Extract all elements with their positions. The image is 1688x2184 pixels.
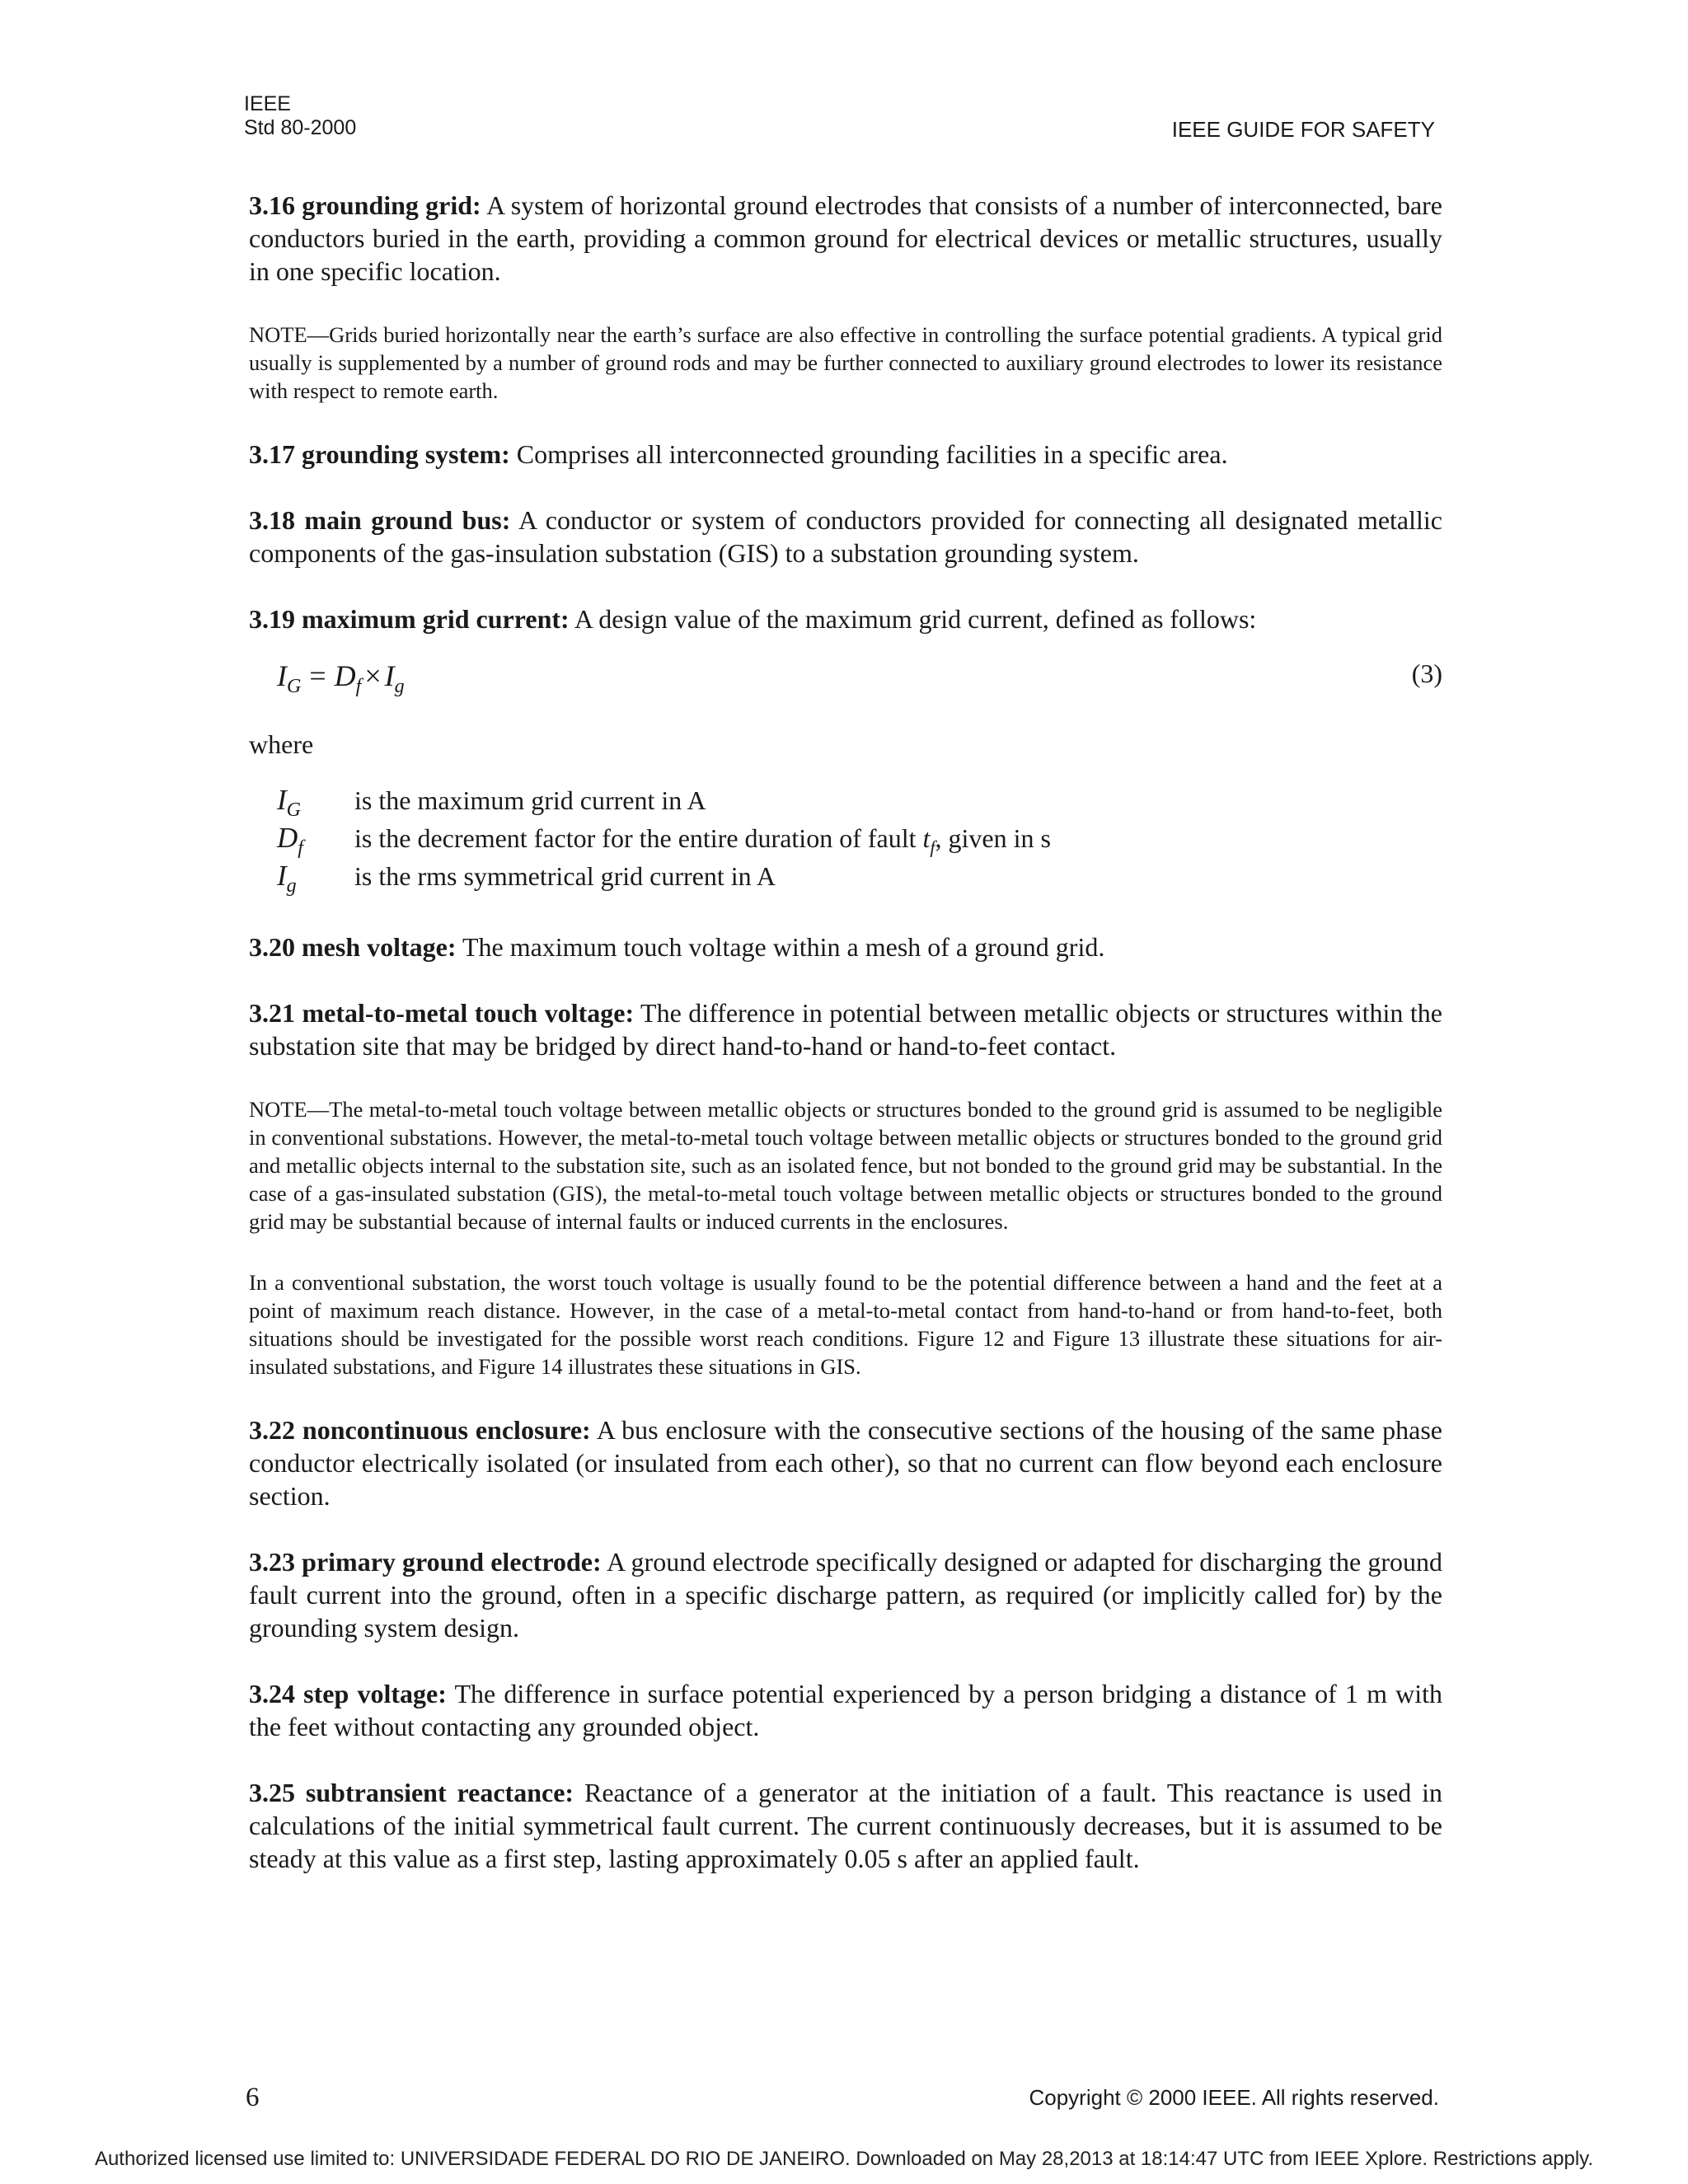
copyright-notice: Copyright © 2000 IEEE. All rights reserved. xyxy=(1029,2085,1439,2110)
term-3-16: 3.16 grounding grid: xyxy=(249,190,481,220)
header-title: IEEE GUIDE FOR SAFETY xyxy=(1171,117,1435,142)
variable-definitions xyxy=(249,784,1442,898)
note-3-21: NOTE—The metal-to-metal touch voltage between metallic objects or structures bonded to the ground grid is assumed to be negligible in conventional substations. However, the metal-to-metal touch voltage between metallic objects or structures bonded to the ground grid and metallic objects internal to the substation site, such as an isolated fence, but not bonded to the ground grid may be substantial. In the case of a gas-insulated substation (GIS), the metal-to-metal touch voltage between metallic objects or structures bonded to the ground grid may be substantial because of internal faults or induced currents in the enclosures. xyxy=(249,1097,1442,1234)
term-3-25: 3.25 subtransient reactance: xyxy=(249,1778,574,1807)
desc-ig-rms: is the rms symmetrical grid current in A xyxy=(354,861,776,891)
header-std: Std 80-2000 xyxy=(244,116,357,139)
text-3-24: The difference in surface potential experienced by a person bridging a distance of 1 m with the feet without contacting any grounded object. xyxy=(249,1679,1443,1741)
text-3-18: A conductor or system of conductors provided for connecting all designated metallic components of the gas-insulation substation (GIS) to a substation grounding system. xyxy=(249,505,1443,568)
desc-ig: is the maximum grid current in A xyxy=(354,785,706,815)
text-3-21: The difference in potential between metallic objects or structures within the substation site that may be bridged by direct hand-to-hand or hand-to-feet contact. xyxy=(249,998,1443,1061)
definition-3-19 xyxy=(249,602,1442,635)
text-3-19: A design value of the maximum grid current, defined as follows: xyxy=(569,604,1257,634)
page-number: 6 xyxy=(246,2083,260,2112)
term-3-23: 3.23 primary ground electrode: xyxy=(249,1547,602,1577)
definition-3-24 xyxy=(249,1677,1442,1743)
def-row-df xyxy=(249,822,1442,860)
term-3-19: 3.19 maximum grid current: xyxy=(249,604,570,634)
term-3-20: 3.20 mesh voltage: xyxy=(249,932,457,962)
definition-3-17 xyxy=(249,438,1442,471)
term-3-21: 3.21 metal-to-metal touch voltage: xyxy=(249,998,635,1028)
definition-3-20 xyxy=(249,930,1442,963)
definition-3-16 xyxy=(249,189,1442,288)
definition-3-25 xyxy=(249,1776,1442,1875)
license-footer: Authorized licensed use limited to: UNIVERSIDADE FEDERAL DO RIO DE JANEIRO. Downloaded on May 28,2013 at 18:14:47 UTC from IEEE Xplore. Restrictions apply. xyxy=(94,2148,1594,2170)
text-3-16: A system of horizontal ground electrodes that consists of a number of interconnected, bare conductors buried in the earth, providing a common ground for electrical devices or metallic structures, usually in one specific location. xyxy=(249,190,1443,286)
text-3-22: A bus enclosure with the consecutive sections of the housing of the same phase conductor electrically isolated (or insulated from each other), so that no current can flow beyond each enclosure section. xyxy=(249,1415,1443,1511)
text-3-20: The maximum touch voltage within a mesh of a ground grid. xyxy=(456,932,1105,962)
text-3-17: Comprises all interconnected grounding facilities in a specific area. xyxy=(509,439,1228,469)
page-content xyxy=(249,189,1442,1908)
def-row-ig-rms xyxy=(249,860,1442,898)
definition-3-21 xyxy=(249,996,1442,1062)
text-3-25: Reactance of a generator at the initiation of a fault. This reactance is used in calculations of the initial symmetrical fault current. The current continuously decreases, but it is assumed to be steady at this value as a first step, lasting approximately 0.05 s after an applied fault. xyxy=(249,1778,1443,1873)
symbol-ig-rms: $I_g$ xyxy=(277,860,297,897)
definition-3-22 xyxy=(249,1413,1442,1512)
definition-3-18 xyxy=(249,504,1442,569)
term-3-24: 3.24 step voltage: xyxy=(249,1679,447,1708)
symbol-df: $D_f$ xyxy=(277,822,303,859)
header-org: IEEE xyxy=(244,92,291,115)
note-3-21-continued: In a conventional substation, the worst touch voltage is usually found to be the potential difference between a hand and the feet at a point of maximum reach distance. However, in the case of a metal-to-metal contact from hand-to-hand or from hand-to-feet, both situations should be investigated for the possible worst reach conditions. Figure 12 and Figure 13 illustrate these situations for air-insulated substations, and Figure 14 illustrates these situations in GIS. xyxy=(249,1270,1442,1379)
note-3-16: NOTE—Grids buried horizontally near the earth’s surface are also effective in controlling the surface potential gradients. A typical grid usually is supplemented by a number of ground rods and may be further connected to auxiliary ground electrodes to lower its resistance with respect to remote earth. xyxy=(249,322,1442,403)
symbol-ig: $I_G$ xyxy=(277,784,301,821)
definition-3-23 xyxy=(249,1545,1442,1644)
equation-number: (3) xyxy=(1411,658,1442,688)
where-label: where xyxy=(249,729,314,759)
equation-body: $I_G = D_f \times I_g$ xyxy=(277,659,405,698)
term-3-17: 3.17 grounding system: xyxy=(249,439,510,469)
term-3-22: 3.22 noncontinuous enclosure: xyxy=(249,1415,591,1445)
header-left xyxy=(244,92,356,140)
desc-df: is the decrement factor for the entire duration of fault $t_f$, given in s xyxy=(354,823,1051,858)
equation-3 xyxy=(249,658,1442,705)
text-3-23: A ground electrode specifically designed or adapted for discharging the ground fault current into the ground, often in a specific discharge pattern, as required (or implicitly called for) by the grounding system design. xyxy=(249,1547,1443,1643)
def-row-ig xyxy=(249,784,1442,822)
term-3-18: 3.18 main ground bus: xyxy=(249,505,511,535)
